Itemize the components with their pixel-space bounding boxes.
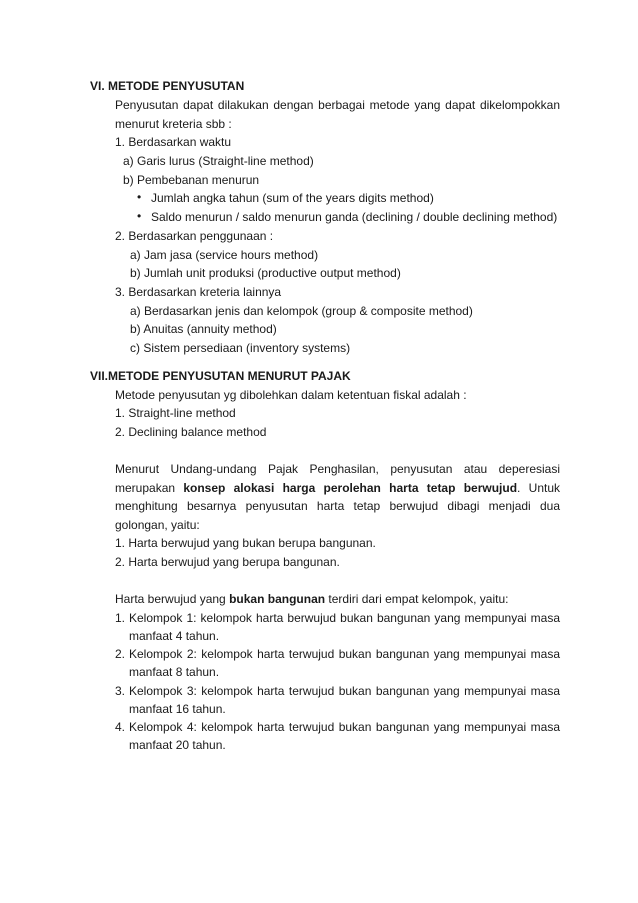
group-1-item-a: a) Garis lurus (Straight-line method)	[123, 154, 314, 168]
kelompok-4-line-2: manfaat 20 tahun.	[129, 738, 226, 752]
bullet-icon: •	[137, 209, 142, 223]
kelompok-3-line-1: Kelompok 3: kelompok harta terwujud bukan bangunan yang mempunyai masa	[129, 684, 560, 698]
group-2-title: 2. Berdasarkan penggunaan :	[115, 229, 274, 243]
group-2-item-b: b) Jumlah unit produksi (productive output method)	[130, 266, 401, 280]
kelompok-4-line-1: Kelompok 4: kelompok harta terwujud bukan bangunan yang mempunyai masa	[129, 720, 560, 734]
section-7-intro: Metode penyusutan yg dibolehkan dalam ketentuan fiskal adalah :	[115, 388, 467, 402]
kelompok-1-line-1: Kelompok 1: kelompok harta berwujud bukan bangunan yang mempunyai masa	[129, 611, 560, 625]
kelompok-3-number: 3.	[115, 684, 126, 698]
kelompok-1-number: 1.	[115, 611, 126, 625]
kelompok-2-number: 2.	[115, 647, 126, 661]
kelompok-3-line-2: manfaat 16 tahun.	[129, 702, 226, 716]
paragraph-line-2-pre: merupakan	[115, 481, 176, 495]
kelompok-4-number: 4.	[115, 720, 126, 734]
group-1-bullet-1: Jumlah angka tahun (sum of the years digits method)	[151, 191, 434, 205]
kelompok-2-line-1: Kelompok 2: kelompok harta terwujud bukan bangunan yang mempunyai masa	[129, 647, 560, 661]
group-2-item-a: a) Jam jasa (service hours method)	[130, 248, 319, 262]
kelompok-intro	[115, 592, 560, 606]
group-1-bullet-2: Saldo menurun / saldo menurun ganda (declining / double declining method)	[151, 210, 558, 224]
golongan-2: 2. Harta berwujud yang berupa bangunan.	[115, 555, 340, 569]
kelompok-intro-post: terdiri dari empat kelompok, yaitu:	[325, 592, 509, 606]
group-3-title: 3. Berdasarkan kreteria lainnya	[115, 285, 282, 299]
method-2: 2. Declining balance method	[115, 425, 267, 439]
method-1: 1. Straight-line method	[115, 406, 236, 420]
kelompok-intro-emphasis: bukan bangunan	[229, 592, 326, 606]
section-7-heading: VII.METODE PENYUSUTAN MENURUT PAJAK	[90, 369, 351, 383]
golongan-1: 1. Harta berwujud yang bukan berupa bangunan.	[115, 536, 376, 550]
paragraph-line-1: Menurut Undang-undang Pajak Penghasilan, penyusutan atau deperesiasi	[115, 462, 560, 476]
group-3-item-b: b) Anuitas (annuity method)	[130, 322, 277, 336]
group-1-item-b: b) Pembebanan menurun	[123, 173, 260, 187]
paragraph-line-2-post: . Untuk	[517, 481, 561, 495]
paragraph-line-2	[115, 481, 560, 495]
section-6-intro-line1: Penyusutan dapat dilakukan dengan berbagai metode yang dapat dikelompokkan	[115, 98, 560, 112]
section-6-intro-line2: menurut kreteria sbb :	[115, 117, 232, 131]
kelompok-1-line-2: manfaat 4 tahun.	[129, 629, 220, 643]
group-3-item-c: c) Sistem persediaan (inventory systems)	[130, 341, 351, 355]
kelompok-2-line-2: manfaat 8 tahun.	[129, 665, 220, 679]
kelompok-intro-pre: Harta berwujud yang	[115, 592, 230, 606]
paragraph-line-3: menghitung besarnya penyusutan harta tetap berwujud dibagi menjadi dua	[115, 499, 560, 513]
paragraph-line-4: golongan, yaitu:	[115, 518, 200, 532]
group-3-item-a: a) Berdasarkan jenis dan kelompok (group & composite method)	[130, 304, 473, 318]
group-1-title: 1. Berdasarkan waktu	[115, 135, 232, 149]
bullet-icon: •	[137, 190, 142, 204]
paragraph-emphasis: konsep alokasi harga perolehan harta tetap berwujud	[183, 481, 518, 495]
section-6-heading: VI. METODE PENYUSUTAN	[90, 79, 245, 93]
